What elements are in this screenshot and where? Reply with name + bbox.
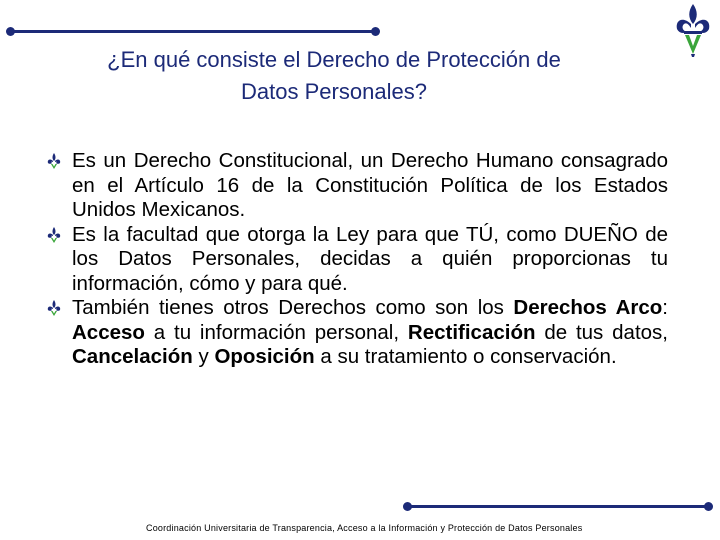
- text-segment: y: [192, 345, 215, 368]
- rule-end-dot: [403, 502, 412, 511]
- bullet-item: [46, 296, 668, 370]
- fleur-de-lis-icon: [46, 299, 62, 317]
- fleur-de-lis-icon: [46, 152, 62, 170]
- bullet-text-rich: [72, 296, 668, 368]
- rule-end-dot: [371, 27, 380, 36]
- top-decorative-rule: [10, 30, 376, 33]
- text-segment: a su tratamiento o conservación.: [314, 345, 617, 368]
- slide-title: [30, 44, 638, 108]
- bullet-text: Es la facultad que otorga la Ley para que TÚ, como DUEÑO de los Datos Personales, decidas a quién proporcionas tu información, cómo y para qué.: [72, 222, 668, 295]
- rule-end-dot: [6, 27, 15, 36]
- title-line-1: ¿En qué consiste el Derecho de Protección de: [107, 47, 561, 72]
- text-segment-bold: Rectificación: [407, 320, 536, 344]
- bullet-list: [46, 149, 668, 370]
- text-segment: :: [662, 296, 668, 319]
- text-segment-bold: Cancelación: [72, 345, 193, 368]
- university-logo-icon: [674, 2, 712, 58]
- text-segment-bold: Oposición: [214, 345, 315, 368]
- bullet-item: [46, 223, 668, 297]
- bullet-text: Es un Derecho Constitucional, un Derecho Humano consagrado en el Artículo 16 de la Constitución Política de los Estados Unidos Mexicanos.: [72, 149, 668, 221]
- bullet-item: [46, 149, 668, 223]
- title-line-2: Datos Personales?: [241, 79, 427, 104]
- footer-text: Coordinación Universitaria de Transparencia, Acceso a la Información y Protección de Datos Personales: [146, 523, 583, 533]
- fleur-de-lis-icon: [46, 226, 62, 244]
- bottom-decorative-rule: [407, 505, 709, 508]
- text-segment-bold: Derechos Arco: [513, 296, 663, 319]
- rule-end-dot: [704, 502, 713, 511]
- text-segment-bold: Acceso: [72, 320, 145, 344]
- text-segment: También tienes otros Derechos como son los: [72, 296, 514, 319]
- text-segment: a tu información personal,: [144, 320, 408, 344]
- text-segment: de tus datos,: [535, 320, 668, 344]
